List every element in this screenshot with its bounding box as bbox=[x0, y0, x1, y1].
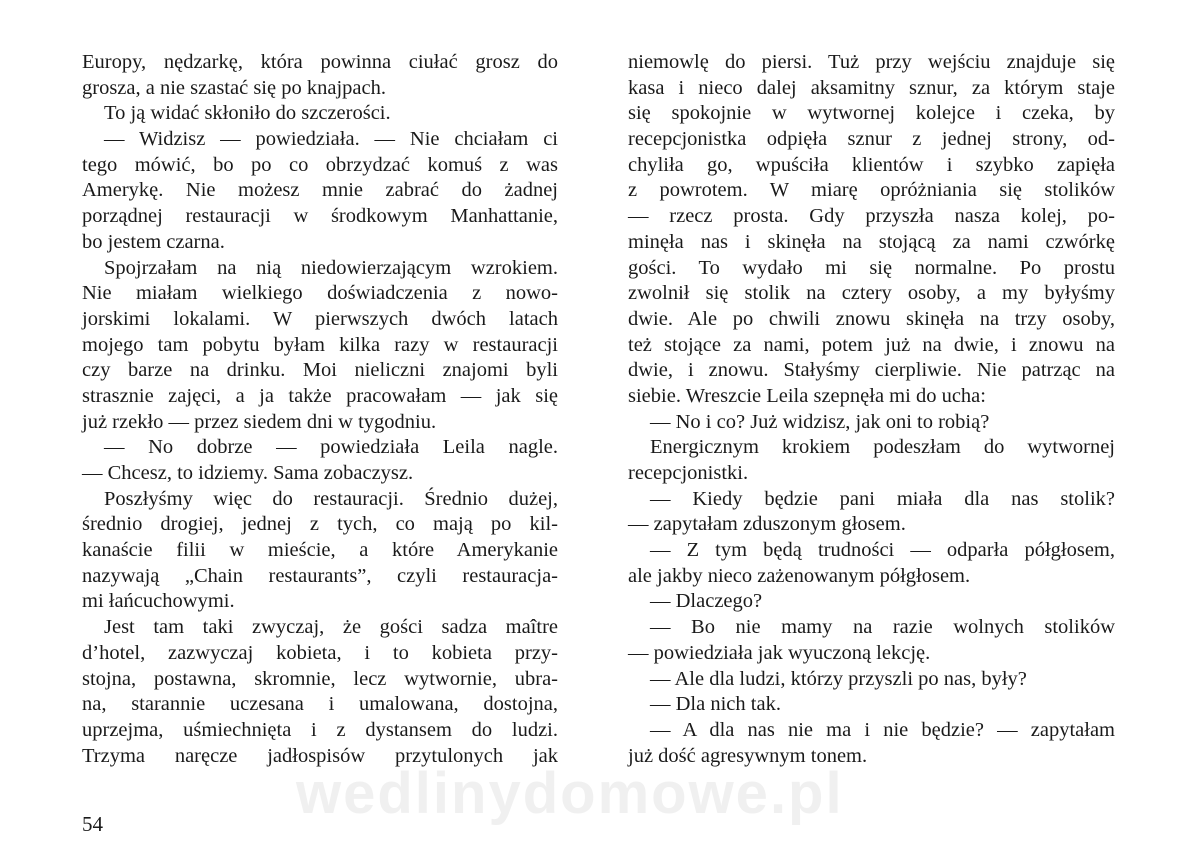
text-line: niemowlę do piersi. Tuż przy wejściu znajduje się bbox=[628, 51, 1115, 73]
text-line: średnio drogiej, jednej z tych, co mają po kil- bbox=[82, 513, 558, 536]
text-line: uprzejma, uśmiechnięta i z dystansem do ludzi. bbox=[82, 718, 558, 741]
text-line: się spokojnie w wytwornej kolejce i czeka, by bbox=[628, 102, 1115, 125]
text-line: — Z tym będą trudności — odparła półgłosem, bbox=[650, 539, 1115, 562]
text-line: zwolnił się stolik na cztery osoby, a my byłyśmy bbox=[628, 282, 1115, 305]
text-line: na, starannie uczesana i umalowana, dostojna, bbox=[82, 693, 558, 716]
text-line: Energicznym krokiem podeszłam do wytwornej bbox=[650, 436, 1115, 459]
text-line: — A dla nas nie ma i nie będzie? — zapytałam bbox=[650, 718, 1115, 741]
text-line: — Bo nie mamy na razie wolnych stolików bbox=[650, 616, 1115, 639]
text-line: d’hotel, zazwyczaj kobieta, i to kobieta przy- bbox=[82, 641, 558, 664]
text-line: — Dlaczego? bbox=[650, 590, 763, 613]
text-line: grosza, a nie szastać się po knajpach. bbox=[82, 76, 386, 99]
text-line: kanaście filii w mieście, a które Amerykanie bbox=[82, 539, 558, 562]
text-line: Trzyma naręcze jadłospisów przytulonych jak bbox=[82, 744, 558, 767]
text-line: Amerykę. Nie możesz mnie zabrać do żadnej bbox=[82, 179, 558, 202]
text-line: minęła nas i skinęła na stojącą za nami czwórkę bbox=[628, 230, 1115, 253]
text-line: Spojrzałam na nią niedowierzającym wzrokiem. bbox=[104, 256, 558, 279]
page-number: 54 bbox=[82, 812, 103, 836]
text-line: ale jakby nieco zażenowanym półgłosem. bbox=[628, 564, 971, 587]
text-line: — rzecz prosta. Gdy przyszła nasza kolej, po- bbox=[628, 205, 1115, 228]
text-line: — Ale dla ludzi, którzy przyszli po nas, były? bbox=[650, 667, 1027, 690]
text-line: — Kiedy będzie pani miała dla nas stolik? bbox=[650, 487, 1115, 510]
left-text-column bbox=[82, 50, 558, 769]
text-line: nazywają „Chain restaurants”, czyli restauracja- bbox=[82, 564, 558, 587]
text-line: dwie, i znowu. Stałyśmy cierpliwie. Nie patrząc na bbox=[628, 359, 1115, 382]
text-line: z powrotem. W miarę opróżniania się stolików bbox=[628, 179, 1115, 202]
text-line: Poszłyśmy więc do restauracji. Średnio dużej, bbox=[104, 487, 558, 510]
text-line: chyliła go, wpuściła klientów i szybko zapięła bbox=[628, 153, 1115, 176]
text-line: — No i co? Już widzisz, jak oni to robią? bbox=[650, 410, 990, 433]
right-text-column bbox=[628, 50, 1115, 769]
text-line: strasznie zajęci, a ja także pracowałam — jak się bbox=[82, 384, 558, 407]
text-line: kasa i nieco dalej aksamitny sznur, za którym staje bbox=[628, 76, 1115, 99]
text-line: — No dobrze — powiedziała Leila nagle. bbox=[104, 436, 558, 459]
text-line: — Chcesz, to idziemy. Sama zobaczysz. bbox=[82, 462, 414, 484]
text-line: — Dla nich tak. bbox=[650, 693, 781, 716]
text-line: już dość agresywnym tonem. bbox=[628, 744, 868, 767]
text-line: bo jestem czarna. bbox=[82, 230, 225, 253]
text-line: już rzekło — przez siedem dni w tygodniu. bbox=[82, 410, 437, 433]
text-line: Nie miałam wielkiego doświadczenia z nowo- bbox=[82, 282, 558, 305]
text-line: recepcjonistki. bbox=[628, 462, 749, 484]
text-line: To ją widać skłoniło do szczerości. bbox=[104, 102, 391, 125]
text-line: dwie. Ale po chwili znowu skinęła na trzy osoby, bbox=[628, 307, 1115, 330]
text-line: jorskimi lokalami. W pierwszych dwóch latach bbox=[82, 307, 558, 330]
text-line: gości. To wydało mi się normalne. Po prostu bbox=[628, 256, 1115, 279]
text-line: Europy, nędzarkę, która powinna ciułać grosz do bbox=[82, 51, 558, 73]
text-line: recepcjonistka odpięła sznur z jednej strony, od- bbox=[628, 128, 1115, 151]
text-line: — Widzisz — powiedziała. — Nie chciałam ci bbox=[104, 128, 558, 151]
text-line: Jest tam taki zwyczaj, że gości sadza maître bbox=[104, 616, 558, 639]
text-line: tego mówić, bo po co obrzydzać komuś z was bbox=[82, 153, 558, 176]
text-line: mi łańcuchowymi. bbox=[82, 590, 235, 613]
text-line: siebie. Wreszcie Leila szepnęła mi do ucha: bbox=[628, 384, 986, 407]
text-line: porządnej restauracji w środkowym Manhattanie, bbox=[82, 205, 558, 228]
text-line: też stojące za nami, potem już na dwie, i znowu na bbox=[628, 333, 1115, 356]
text-line: — powiedziała jak wyuczoną lekcję. bbox=[628, 641, 931, 664]
text-line: mojego tam pobytu byłam kilka razy w restauracji bbox=[82, 333, 558, 356]
text-line: czy barze na drinku. Moi nieliczni znajomi byli bbox=[82, 359, 558, 382]
text-line: — zapytałam zduszonym głosem. bbox=[628, 513, 906, 536]
watermark: wedlinydomowe.pl bbox=[296, 761, 844, 826]
text-line: stojna, postawna, skromnie, lecz wytwornie, ubra- bbox=[82, 667, 558, 690]
